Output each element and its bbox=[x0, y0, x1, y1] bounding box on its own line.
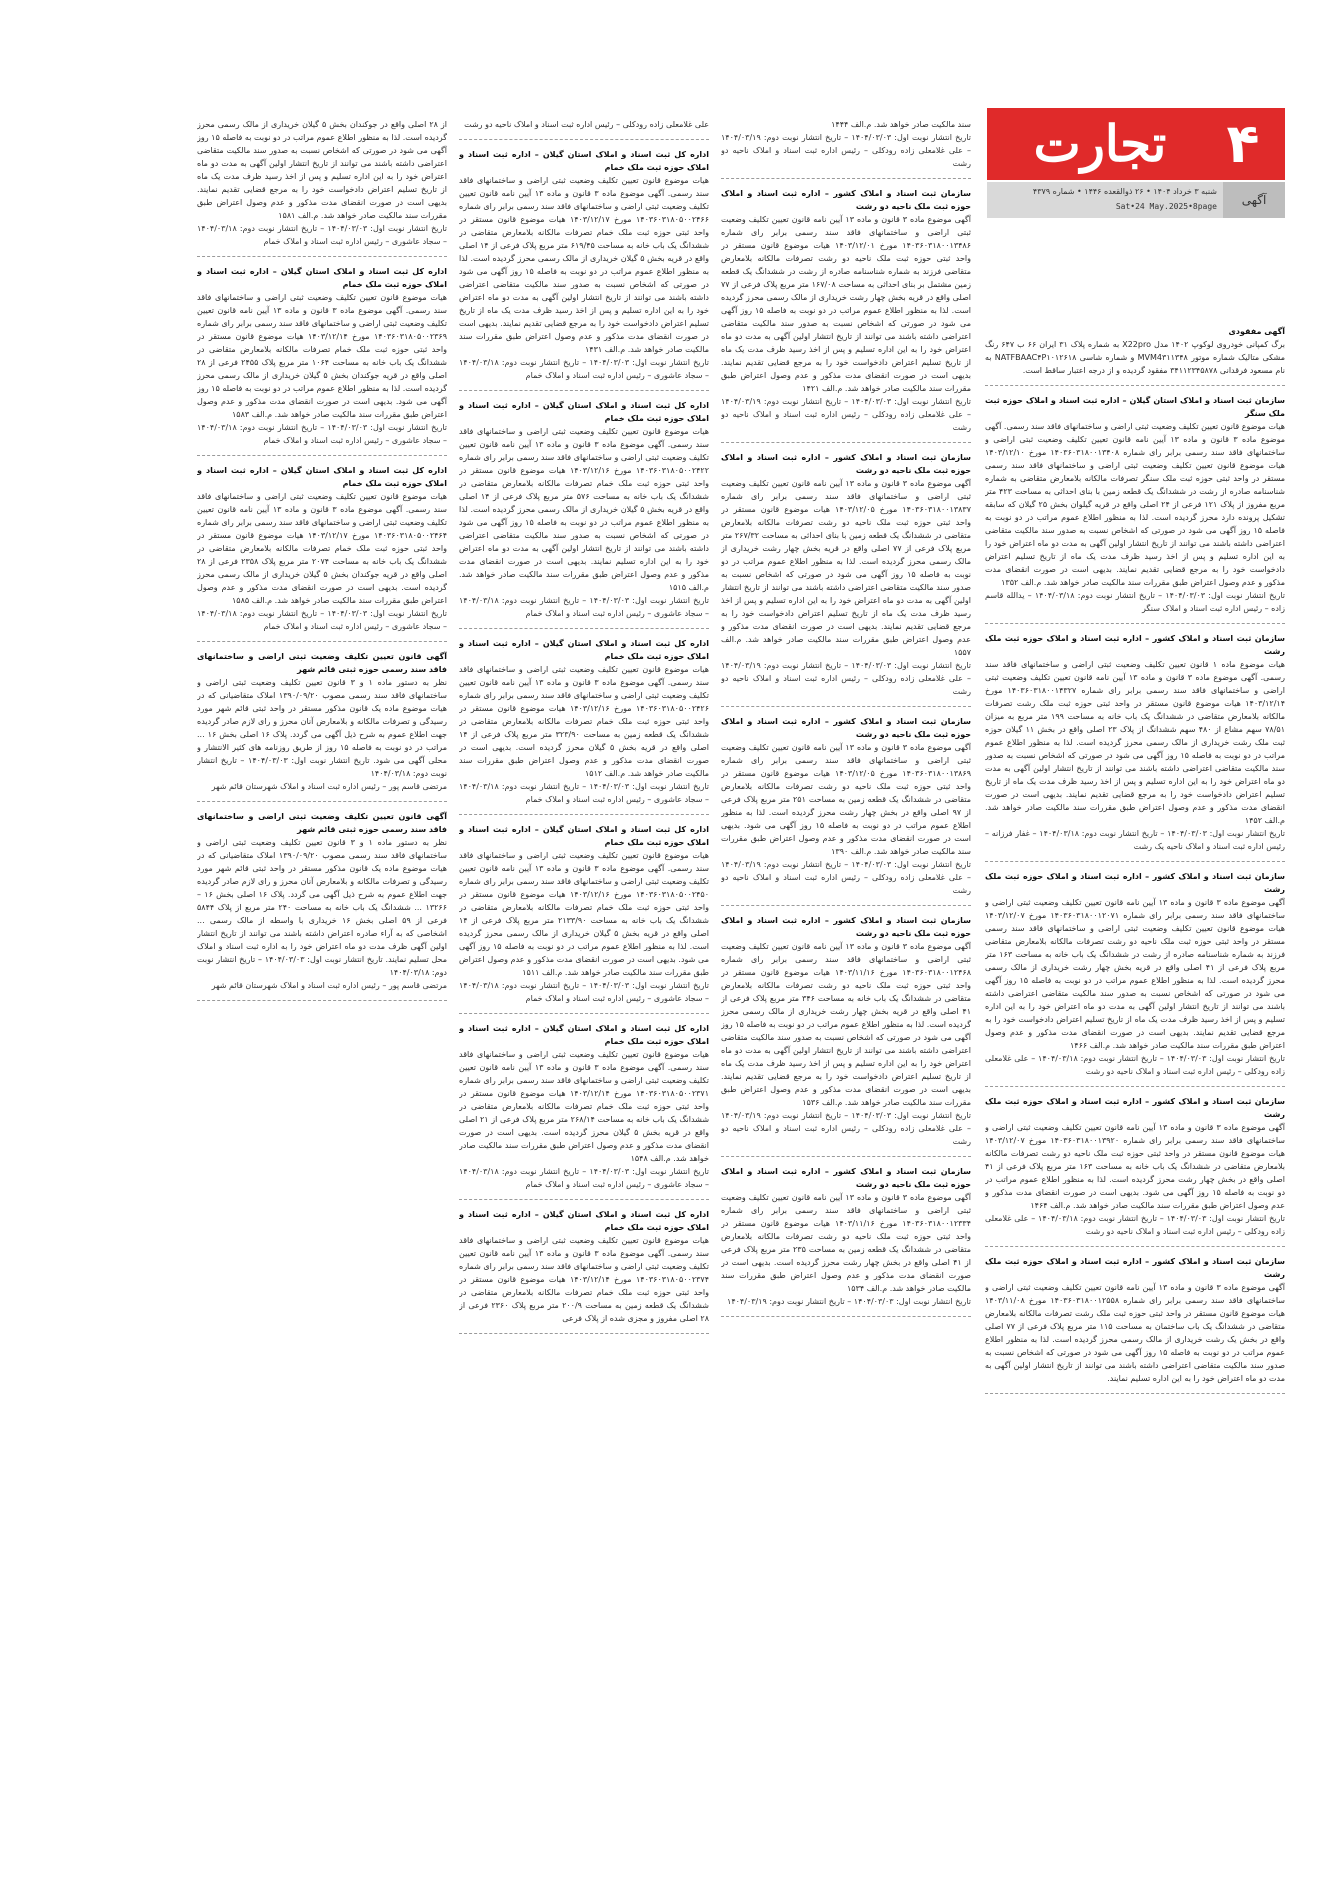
notice-signature: تاریخ انتشار نوبت اول: ۱۴۰۴/۰۳/۰۳ – تاریخ انتشار نوبت دوم: ۱۴۰۴/۰۳/۱۸ – سجاد عاشوری – رئیس اداره ثبت اسناد و املاک خمام bbox=[197, 423, 447, 445]
notice-body: آگهی موضوع ماده ۳ قانون و ماده ۱۳ آیین نامه قانون تعیین تکلیف وضعیت ثبتی اراضی و ساختمانهای فاقد سند رسمی برابر رای شماره ۱۴۰۳۶۰۳۱۸۰۰۱۲۵۵۸ مورخ ۱۴۰۳/۱۱/۰۸ هیات موضوع قانون مستقر در واحد ثبتی حوزه ثبت ملک رشت تصرفات مالکانه بلامعارض متقاضی در ششدانگ یک باب ساختمان به مساحت ۱۱۵ متر مربع پلاک فرعی از ۷۷ اصلی واقع در بخش یک رشت خریداری از مالک رسمی محرز گردیده است. لذا به منظور اطلاع عموم مراتب در دو نوبت به فاصله ۱۵ روز آگهی می شود در صورتی که اشخاص نسبت به صدور سند مالکیت متقاضی اعتراضی داشته باشند می توانند از تاریخ انتشار اولین آگهی به مدت دو ماه اعتراض خود را به این اداره تسلیم نمایند. bbox=[985, 1283, 1285, 1383]
notice-heading: اداره کل ثبت اسناد و املاک استان گیلان – اداره ثبت اسناد و املاک حوزه ثبت ملک خمام bbox=[459, 825, 709, 847]
legal-notice bbox=[985, 870, 1285, 1087]
notice-body: هیات موضوع قانون تعیین تکلیف وضعیت ثبتی اراضی و ساختمانهای فاقد سند رسمی. آگهی موضوع ماده ۳ قانون و ماده ۱۳ آیین نامه قانون تعیین تکلیف وضعیت ثبتی اراضی و ساختمانهای فاقد سند رسمی برابر رای شماره ۱۴۰۳۶۰۳۱۸۰۵۰۰۲۴۵۰ مورخ ۱۴۰۳/۱۲/۱۶ هیات موضوع قانون مستقر در واحد ثبتی حوزه ثبت ملک خمام تصرفات مالکانه بلامعارض متقاضی در ششدانگ یک باب خانه به مساحت ۲۱۳۳/۹۰ متر مربع پلاک فرعی از ۱۴ اصلی واقع در قریه بخش ۵ گیلان خریداری از مالک رسمی محرز گردیده است. لذا به منظور اطلاع عموم مراتب در دو نوبت به فاصله ۱۵ روز آگهی می شود. بدیهی است در صورت انقضای مدت مذکور و عدم وصول اعتراض طبق مقررات سند مالکیت صادر خواهد شد. م.الف ۱۵۱۱ bbox=[459, 851, 709, 977]
notice-signature: تاریخ انتشار نوبت اول: ۱۴۰۴/۰۳/۰۳ – تاریخ انتشار نوبت دوم: ۱۴۰۴/۰۳/۱۸ – سجاد عاشوری – رئیس اداره ثبت اسناد و املاک خمام bbox=[459, 981, 709, 1003]
legal-notice bbox=[985, 394, 1285, 624]
notice-body: آگهی موضوع ماده ۳ قانون و ماده ۱۳ آیین نامه قانون تعیین تکلیف وضعیت ثبتی اراضی و ساختمانهای فاقد سند رسمی برابر رای شماره ۱۴۰۳۶۰۳۱۸۰۰۱۲۳۳۴ مورخ ۱۴۰۳/۱۱/۱۶ هیات موضوع قانون مستقر در واحد ثبتی حوزه ثبت ملک ناحیه دو رشت تصرفات مالکانه بلامعارض متقاضی در ششدانگ یک قطعه زمین به مساحت ۲۳۵ متر مربع پلاک فرعی از ۴۱ اصلی واقع در بخش چهار رشت محرز گردیده است. بدیهی است در صورت انقضای مدت مذکور و عدم وصول اعتراض طبق مقررات سند مالکیت صادر خواهد شد. م.الف ۱۵۳۴ bbox=[721, 1193, 971, 1293]
legal-notice bbox=[721, 715, 971, 906]
notice-heading: آگهی قانون تعیین تکلیف وضعیت ثبتی اراضی و ساختمانهای فاقد سند رسمی حوزه ثبتی قائم شهر bbox=[197, 812, 447, 834]
section-label: آگهی bbox=[1223, 182, 1285, 218]
notice-signature: تاریخ انتشار نوبت اول: ۱۴۰۴/۰۳/۰۳ – تاریخ انتشار نوبت دوم: ۱۴۰۴/۰۳/۱۸ – علی غلامعلی زاده رودکلی – رئیس اداره ثبت اسناد و املاک ناحیه دو رشت bbox=[985, 1054, 1285, 1076]
notice-body: هیات موضوع قانون تعیین تکلیف وضعیت ثبتی اراضی و ساختمانهای فاقد سند رسمی. آگهی موضوع ماده ۳ قانون و ماده ۱۳ آیین نامه قانون تعیین تکلیف وضعیت ثبتی اراضی و ساختمانهای فاقد سند رسمی برابر رای شماره ۱۴۰۳۶۰۳۱۸۰۵۰۰۲۴۶۴ مورخ ۱۴۰۳/۱۲/۱۷ هیات موضوع قانون مستقر در واحد ثبتی حوزه ثبت ملک خمام تصرفات مالکانه بلامعارض متقاضی در ششدانگ یک باب خانه به مساحت ۲۰۷۴ متر مربع پلاک ۲۳۵۸ فرعی از ۲۸ اصلی واقع در قریه جوکندان بخش ۵ گیلان خریداری از مالک رسمی محرز گردیده است. بدیهی است در صورت انقضای مدت مذکور و عدم وصول اعتراض طبق مقررات سند مالکیت صادر خواهد شد. م.الف ۱۵۸۵ bbox=[197, 492, 447, 605]
legal-notice bbox=[197, 810, 447, 1001]
legal-notice bbox=[985, 1095, 1285, 1247]
notice-signature: تاریخ انتشار نوبت اول: ۱۴۰۴/۰۳/۰۳ – تاریخ انتشار نوبت دوم: ۱۴۰۴/۰۳/۱۹ – علی غلامعلی زاده رودکلی – رئیس اداره ثبت اسناد و املاک ناحیه دو رشت bbox=[721, 397, 971, 432]
legal-notice bbox=[459, 1022, 709, 1200]
notice-body: آگهی موضوع ماده ۳ قانون و ماده ۱۳ آیین نامه قانون تعیین تکلیف وضعیت ثبتی اراضی و ساختمانهای فاقد سند رسمی برابر رای شماره ۱۴۰۳۶۰۳۱۸۰۰۱۳۸۳۷ مورخ ۱۴۰۳/۱۲/۰۵ هیات موضوع قانون مستقر در واحد ثبتی حوزه ثبت ملک ناحیه دو رشت تصرفات مالکانه بلامعارض متقاضی در ششدانگ یک قطعه زمین با بنای احداثی به مساحت ۲۶۷/۳۲ متر مربع پلاک فرعی از ۷۷ اصلی واقع در قریه بخش چهار رشت خریداری از مالک رسمی محرز گردیده است. لذا به منظور اطلاع عموم مراتب در دو نوبت به فاصله ۱۵ روز آگهی می شود در صورتی که اشخاص نسبت به صدور سند مالکیت متقاضی اعتراضی داشته باشند می توانند از تاریخ انتشار اولین آگهی به مدت دو ماه اعتراض خود را به این اداره تسلیم و پس از اخذ رسید ظرف مدت یک ماه از تاریخ تسلیم اعتراض دادخواست خود را به مرجع قضایی تقدیم نمایند. بدیهی است در صورت انقضای مدت مذکور و عدم وصول اعتراض طبق مقررات سند مالکیت صادر خواهد شد. م.الف ۱۵۵۷ bbox=[721, 479, 971, 657]
notice-signature: مرتضی قاسم پور – رئیس اداره ثبت اسناد و املاک شهرستان قائم شهر bbox=[211, 782, 447, 791]
notice-signature: تاریخ انتشار نوبت اول: ۱۴۰۴/۰۳/۰۳ – تاریخ انتشار نوبت دوم: ۱۴۰۴/۰۳/۱۹ – علی غلامعلی زاده رودکلی – رئیس اداره ثبت اسناد و املاک ناحیه دو رشت bbox=[721, 1111, 971, 1146]
notice-body: سند مالکیت صادر خواهد شد. م.الف ۱۴۴۴ bbox=[831, 120, 971, 129]
notice-heading: اداره کل ثبت اسناد و املاک استان گیلان – اداره ثبت اسناد و املاک حوزه ثبت ملک خمام bbox=[459, 401, 709, 423]
notice-signature: تاریخ انتشار نوبت اول: ۱۴۰۴/۰۳/۰۳ – تاریخ انتشار نوبت دوم: ۱۴۰۴/۰۳/۱۸ – سجاد عاشوری – رئیس اداره ثبت اسناد و املاک خمام bbox=[459, 782, 709, 804]
legal-notice bbox=[985, 1255, 1285, 1394]
notice-heading: اداره کل ثبت اسناد و املاک استان گیلان – اداره ثبت اسناد و املاک حوزه ثبت ملک خمام bbox=[197, 466, 447, 488]
notice-signature: مرتضی قاسم پور – رئیس اداره ثبت اسناد و املاک شهرستان قائم شهر bbox=[211, 981, 447, 990]
issue-info-bar bbox=[987, 182, 1285, 218]
notice-heading: آگهی مفقودی bbox=[1228, 327, 1285, 336]
notice-heading: سازمان ثبت اسناد و املاک کشور – اداره ثبت اسناد و املاک حوزه ثبت ملک رشت bbox=[985, 1257, 1285, 1279]
notice-signature: تاریخ انتشار نوبت اول: ۱۴۰۴/۰۳/۰۳ – تاریخ انتشار نوبت دوم: ۱۴۰۴/۰۳/۱۹ – علی غلامعلی زاده رودکلی – رئیس اداره ثبت اسناد و املاک ناحیه دو رشت bbox=[721, 860, 971, 895]
notice-heading: سازمان ثبت اسناد و املاک کشور – اداره ثبت اسناد و املاک حوزه ثبت ملک ناحیه دو رشت bbox=[721, 916, 971, 938]
notice-body: نظر به دستور ماده ۱ و ۳ قانون تعیین تکلیف وضعیت ثبتی اراضی و ساختمانهای فاقد سند رسمی مصوب ۱۳۹۰/۰۹/۲۰ املاک متقاضیانی که در هیات موضوع ماده یک قانون مذکور مستقر در واحد ثبتی قائم شهر مورد رسیدگی و تصرفات مالکانه و بلامعارض آنان محرز و رای لازم صادر گردیده جهت اطلاع عموم به شرح ذیل آگهی می گردد. پلاک ۱۶ اصلی بخش ۱۶ – ۱۳۲۶۶ ... ششدانگ یک باب خانه به مساحت ۲۴۰ متر مربع از پلاک ۵۸۴۴ فرعی از ۵۹ اصلی بخش ۱۶ خریداری با واسطه از مالک رسمی ... اشخاصی که به آراء صادره اعتراض داشته باشند می توانند از تاریخ انتشار اولین آگهی ظرف مدت دو ماه اعتراض خود را به اداره ثبت اسناد و املاک محل تسلیم نمایند. تاریخ انتشار نوبت اول: ۱۴۰۴/۰۳/۰۳ – تاریخ انتشار نوبت دوم: ۱۴۰۴/۰۳/۱۸ bbox=[197, 838, 447, 977]
legal-notice bbox=[721, 1165, 971, 1317]
notice-heading: سازمان ثبت اسناد و املاک کشور – اداره ثبت اسناد و املاک حوزه ثبت ملک رشت bbox=[985, 1097, 1285, 1119]
legal-notice bbox=[721, 451, 971, 707]
legal-notice bbox=[721, 914, 971, 1157]
legal-notice bbox=[197, 265, 447, 456]
legal-notice bbox=[197, 464, 447, 642]
masthead bbox=[987, 108, 1285, 211]
notice-heading: سازمان ثبت اسناد و املاک استان گیلان – اداره ثبت اسناد و املاک حوزه ثبت ملک سنگر bbox=[985, 396, 1285, 418]
notice-body: هیات موضوع قانون تعیین تکلیف وضعیت ثبتی اراضی و ساختمانهای فاقد سند رسمی. آگهی موضوع ماده ۳ قانون و ماده ۱۳ آیین نامه قانون تعیین تکلیف وضعیت ثبتی اراضی و ساختمانهای فاقد سند رسمی برابر رای شماره ۱۴۰۳۶۰۳۱۸۰۵۰۰۲۴۲۶ مورخ ۱۴۰۳/۱۲/۱۶ هیات موضوع قانون مستقر در واحد ثبتی حوزه ثبت ملک خمام تصرفات مالکانه بلامعارض متقاضی در ششدانگ یک قطعه زمین به مساحت ۳۲۳/۹۰ متر مربع پلاک فرعی از ۱۴ اصلی واقع در قریه بخش ۵ گیلان محرز گردیده است. بدیهی است در صورت انقضای مدت مذکور و عدم وصول اعتراض طبق مقررات سند مالکیت صادر خواهد شد. م.الف ۱۵۱۲ bbox=[459, 665, 709, 778]
notice-signature: تاریخ انتشار نوبت اول: ۱۴۰۴/۰۳/۰۳ – تاریخ انتشار نوبت دوم: ۱۴۰۴/۰۳/۱۸ – سجاد عاشوری – رئیس اداره ثبت اسناد و املاک خمام bbox=[197, 609, 447, 631]
legal-notice bbox=[985, 325, 1285, 386]
notice-signature: تاریخ انتشار نوبت اول: ۱۴۰۴/۰۳/۰۳ – تاریخ انتشار نوبت دوم: ۱۴۰۴/۰۳/۱۸ – سجاد عاشوری – رئیس اداره ثبت اسناد و املاک خمام bbox=[459, 596, 709, 618]
notice-signature: تاریخ انتشار نوبت اول: ۱۴۰۴/۰۳/۰۳ – تاریخ انتشار نوبت دوم: ۱۴۰۴/۰۳/۱۸ – علی غلامعلی زاده رودکلی – رئیس اداره ثبت اسناد و املاک ناحیه دو رشت bbox=[985, 1214, 1285, 1236]
notice-signature: تاریخ انتشار نوبت اول: ۱۴۰۴/۰۳/۰۳ – تاریخ انتشار نوبت دوم: ۱۴۰۴/۰۳/۱۹ – علی غلامعلی زاده رودکلی – رئیس اداره ثبت اسناد و املاک ناحیه دو رشت bbox=[721, 661, 971, 696]
column-2 bbox=[721, 118, 971, 1860]
legal-notice bbox=[459, 399, 709, 629]
legal-notice bbox=[459, 637, 709, 815]
legal-notice bbox=[197, 118, 447, 257]
notice-body: آگهی موضوع ماده ۳ قانون و ماده ۱۳ آیین نامه قانون تعیین تکلیف وضعیت ثبتی اراضی و ساختمانهای فاقد سند رسمی برابر رای شماره ۱۴۰۳۶۰۳۱۸۰۰۱۲۴۶۸ مورخ ۱۴۰۳/۱۱/۱۶ هیات موضوع قانون مستقر در واحد ثبتی حوزه ثبت ملک ناحیه دو رشت تصرفات مالکانه بلامعارض متقاضی در ششدانگ یک باب خانه به مساحت ۳۴۶ متر مربع پلاک فرعی از ۴۱ اصلی واقع در قریه بخش چهار رشت خریداری از مالک رسمی محرز گردیده است. لذا به منظور اطلاع عموم مراتب در دو نوبت به فاصله ۱۵ روز آگهی می شود در صورتی که اشخاص نسبت به صدور سند مالکیت متقاضی اعتراضی داشته باشند می توانند از تاریخ انتشار اولین آگهی به مدت دو ماه اعتراض خود را به این اداره تسلیم و پس از اخذ رسید ظرف مدت یک ماه از تاریخ تسلیم اعتراض دادخواست خود را به مرجع قضایی تقدیم نمایند. بدیهی است در صورت انقضای مدت مذکور و عدم وصول اعتراض طبق مقررات سند مالکیت صادر خواهد شد. م.الف ۱۵۳۶ bbox=[721, 942, 971, 1107]
notice-heading: سازمان ثبت اسناد و املاک کشور – اداره ثبت اسناد و املاک حوزه ثبت ملک رشت bbox=[985, 634, 1285, 656]
column-3 bbox=[459, 118, 709, 1860]
notice-body: هیات موضوع ماده ۱ قانون تعیین تکلیف وضعیت ثبتی اراضی و ساختمانهای فاقد سند رسمی. آگهی موضوع ماده ۳ قانون و ماده ۱۳ آیین نامه قانون تعیین تکلیف وضعیت ثبتی اراضی و ساختمانهای فاقد سند رسمی برابر رای شماره ۱۴۰۳۶۰۳۱۸۰۰۱۴۳۲۷ مورخ ۱۴۰۳/۱۲/۱۴ هیات موضوع قانون مستقر در واحد ثبتی حوزه ثبت ملک رشت تصرفات مالکانه بلامعارض متقاضی در ششدانگ یک باب خانه به مساحت ۱۹۹ متر مربع به میزان ۷۸/۵۱ سهم مشاع از ۴۸۰ سهم ششدانگ از پلاک ۲۳ اصلی واقع در بخش ۱۱ گیلان حوزه ثبت ملک رشت خریداری از مالک رسمی محرز گردیده است. لذا به منظور اطلاع عموم مراتب در دو نوبت به فاصله ۱۵ روز آگهی می شود در صورتی که اشخاص نسبت به صدور سند مالکیت متقاضی اعتراضی داشته باشند می توانند از تاریخ انتشار اولین آگهی به مدت دو ماه اعتراض خود را به این اداره تسلیم و پس از اخذ رسید ظرف مدت یک ماه از تاریخ تسلیم اعتراض دادخواست خود را به مرجع قضایی تقدیم نمایند. بدیهی است در صورت انقضای مدت مذکور و عدم وصول اعتراض طبق مقررات سند مالکیت صادر خواهد شد. م.الف ۱۴۵۲ bbox=[985, 660, 1285, 825]
notice-body: آگهی موضوع ماده ۳ قانون و ماده ۱۳ آیین نامه قانون تعیین تکلیف وضعیت ثبتی اراضی و ساختمانهای فاقد سند رسمی برابر رای شماره ۱۴۰۳۶۰۳۱۸۰۰۱۳۴۸۶ مورخ ۱۴۰۳/۱۲/۰۱ هیات موضوع قانون مستقر در واحد ثبتی حوزه ثبت ملک ناحیه دو رشت تصرفات مالکانه بلامعارض متقاضی فرزند به شماره شناسنامه صادره از رشت در ششدانگ یک قطعه زمین مشتمل بر بنای احداثی به مساحت ۱۶۷/۰۸ متر مربع پلاک فرعی از ۷۷ اصلی واقع در قریه بخش چهار رشت خریداری از مالک رسمی محرز گردیده است. لذا به منظور اطلاع عموم مراتب در دو نوبت به فاصله ۱۵ روز آگهی می شود در صورتی که اشخاص نسبت به صدور سند مالکیت متقاضی اعتراضی داشته باشند می توانند از تاریخ انتشار اولین آگهی به مدت دو ماه اعتراض خود را به این اداره تسلیم و پس از اخذ رسید ظرف مدت یک ماه از تاریخ تسلیم اعتراض دادخواست خود را به مرجع قضایی تقدیم نمایند. بدیهی است در صورت انقضای مدت مذکور و عدم وصول اعتراض طبق مقررات سند مالکیت صادر خواهد شد. م.الف ۱۴۲۱ bbox=[721, 215, 971, 393]
issue-date-fa: شنبه ۳ خرداد ۱۴۰۴ • ۲۶ ذوالقعده ۱۴۴۶ • شماره ۴۳۷۹ bbox=[1032, 187, 1217, 196]
notice-body: هیات موضوع قانون تعیین تکلیف وضعیت ثبتی اراضی و ساختمانهای فاقد سند رسمی. آگهی موضوع ماده ۳ قانون و ماده ۱۳ آیین نامه قانون تعیین تکلیف وضعیت ثبتی اراضی و ساختمانهای فاقد سند رسمی برابر رای شماره ۱۴۰۳۶۰۳۱۸۰۰۱۳۴۰۸ مورخ ۱۴۰۳/۱۲/۱۰ هیات موضوع قانون تعیین تکلیف وضعیت ثبتی اراضی و ساختمانهای فاقد سند رسمی مستقر در واحد ثبتی حوزه ثبت ملک سنگر تصرفات مالکانه بلامعارض متقاضی به شماره شناسنامه صادره از رشت در ششدانگ یک قطعه زمین با بنای احداثی به مساحت ۴۲۳ متر مربع مفروز از پلاک ۱۲۱ فرعی از ۲۴ اصلی واقع در قریه گیلوان بخش ۲۵ گیلان که سابقه تشکیل پرونده دارد محرز گردیده است. لذا به منظور اطلاع عموم مراتب در دو نوبت به فاصله ۱۵ روز آگهی می شود در صورتی که اشخاص نسبت به صدور سند مالکیت متقاضی اعتراضی داشته باشند می توانند از تاریخ انتشار اولین آگهی به مدت دو ماه اعتراض خود را به این اداره تسلیم و پس از اخذ رسید ظرف مدت یک ماه از تاریخ تسلیم اعتراض دادخواست خود را به مرجع قضایی تقدیم نمایند. بدیهی است در صورت انقضای مدت مذکور و عدم وصول اعتراض طبق مقررات سند مالکیت صادر خواهد شد. م.الف ۱۳۵۲ bbox=[985, 422, 1285, 587]
notice-heading: اداره کل ثبت اسناد و املاک استان گیلان – اداره ثبت اسناد و املاک حوزه ثبت ملک خمام bbox=[197, 267, 447, 289]
legal-notice bbox=[459, 823, 709, 1014]
column-4 bbox=[197, 118, 447, 1860]
notice-heading: آگهی قانون تعیین تکلیف وضعیت ثبتی اراضی و ساختمانهای فاقد سند رسمی حوزه ثبتی قائم شهر bbox=[197, 652, 447, 674]
notice-body: آگهی موضوع ماده ۳ قانون و ماده ۱۳ آیین نامه قانون تعیین تکلیف وضعیت ثبتی اراضی و ساختمانهای فاقد سند رسمی برابر رای شماره ۱۴۰۳۶۰۳۱۸۰۰۱۳۹۲۰ مورخ ۱۴۰۳/۱۲/۰۷ هیات موضوع قانون مستقر در واحد ثبتی حوزه ثبت ملک ناحیه دو رشت تصرفات مالکانه بلامعارض متقاضی در ششدانگ یک باب خانه به مساحت ۱۶۳ متر مربع پلاک فرعی از ۴۱ اصلی واقع در بخش چهار رشت محرز گردیده است. لذا به منظور اطلاع عموم مراتب در دو نوبت به فاصله ۱۵ روز آگهی می شود. بدیهی است در صورت انقضای مدت مذکور و عدم وصول اعتراض طبق مقررات سند مالکیت صادر خواهد شد. م.الف ۱۴۶۴ bbox=[985, 1123, 1285, 1210]
notice-heading: سازمان ثبت اسناد و املاک کشور – اداره ثبت اسناد و املاک حوزه ثبت ملک ناحیه دو رشت bbox=[721, 189, 971, 211]
notice-body: هیات موضوع قانون تعیین تکلیف وضعیت ثبتی اراضی و ساختمانهای فاقد سند رسمی. آگهی موضوع ماده ۳ قانون و ماده ۱۳ آیین نامه قانون تعیین تکلیف وضعیت ثبتی اراضی و ساختمانهای فاقد سند رسمی برابر رای شماره ۱۴۰۳۶۰۳۱۸۰۵۰۰۲۴۶۶ مورخ ۱۴۰۳/۱۲/۱۷ هیات موضوع قانون مستقر در واحد ثبتی حوزه ثبت ملک خمام تصرفات مالکانه بلامعارض متقاضی در ششدانگ یک باب خانه به مساحت ۶۱۹/۴۵ متر مربع پلاک فرعی از ۱۴ اصلی واقع در قریه بخش ۵ گیلان خریداری از مالک رسمی محرز گردیده است. لذا به منظور اطلاع عموم مراتب در دو نوبت به فاصله ۱۵ روز آگهی می شود در صورتی که اشخاص نسبت به صدور سند مالکیت متقاضی اعتراضی داشته باشند می توانند از تاریخ انتشار اولین آگهی به مدت دو ماه اعتراض خود را به این اداره تسلیم و پس از اخذ رسید ظرف مدت یک ماه از تاریخ تسلیم اعتراض دادخواست خود را به مرجع قضایی تقدیم نمایند. بدیهی است در صورت انقضای مدت مذکور و عدم وصول اعتراض طبق مقررات سند مالکیت صادر خواهد شد. م.الف ۱۴۳۱ bbox=[459, 176, 709, 354]
legal-notice bbox=[459, 1208, 709, 1334]
notice-signature: تاریخ انتشار نوبت اول: ۱۴۰۴/۰۳/۰۳ – تاریخ انتشار نوبت دوم: ۱۴۰۴/۰۳/۱۸ – یدالله قاسم زاده – رئیس اداره ثبت اسناد و املاک سنگر bbox=[985, 591, 1285, 613]
notice-heading: سازمان ثبت اسناد و املاک کشور – اداره ثبت اسناد و املاک حوزه ثبت ملک ناحیه دو رشت bbox=[721, 717, 971, 739]
notice-heading: اداره کل ثبت اسناد و املاک استان گیلان – اداره ثبت اسناد و املاک حوزه ثبت ملک خمام bbox=[459, 1210, 709, 1232]
notice-body: آگهی موضوع ماده ۳ قانون و ماده ۱۳ آیین نامه قانون تعیین تکلیف وضعیت ثبتی اراضی و ساختمانهای فاقد سند رسمی برابر رای شماره ۱۴۰۳۶۰۳۱۸۰۰۱۲۰۷۱ مورخ ۱۴۰۳/۱۲/۰۷ هیات موضوع قانون تعیین تکلیف وضعیت ثبتی اراضی و ساختمانهای فاقد سند رسمی مستقر در واحد ثبتی حوزه ثبت ملک ناحیه دو رشت تصرفات مالکانه بلامعارض متقاضی فرزند به شماره شناسنامه صادره از رشت در ششدانگ یک باب خانه به مساحت ۱۶۳ متر مربع پلاک فرعی از ۴۱ اصلی واقع در قریه بخش چهار رشت خریداری از مالک رسمی محرز گردیده است. لذا به منظور اطلاع عموم مراتب در دو نوبت به فاصله ۱۵ روز آگهی می شود در صورتی که اشخاص نسبت به صدور سند مالکیت متقاضی اعتراضی داشته باشند می توانند از تاریخ انتشار اولین آگهی به مدت دو ماه اعتراض خود را به این اداره تسلیم و پس از اخذ رسید ظرف مدت یک ماه از تاریخ تسلیم اعتراض دادخواست خود را به مرجع قضایی تقدیم نمایند. بدیهی است در صورت انقضای مدت مذکور و عدم وصول اعتراض طبق مقررات سند مالکیت صادر خواهد شد. م.الف ۱۴۶۶ bbox=[985, 898, 1285, 1050]
notice-signature: تاریخ انتشار نوبت اول: ۱۴۰۴/۰۳/۰۳ – تاریخ انتشار نوبت دوم: ۱۴۰۴/۰۳/۱۹ bbox=[727, 1297, 971, 1306]
legal-notice bbox=[459, 118, 709, 140]
notice-signature: تاریخ انتشار نوبت اول: ۱۴۰۴/۰۳/۰۳ – تاریخ انتشار نوبت دوم: ۱۴۰۴/۰۳/۱۸ – سجاد عاشوری – رئیس اداره ثبت اسناد و املاک خمام bbox=[459, 358, 709, 380]
page-number: ۴ bbox=[1226, 112, 1260, 175]
notice-heading: سازمان ثبت اسناد و املاک کشور – اداره ثبت اسناد و املاک حوزه ثبت ملک رشت bbox=[985, 872, 1285, 894]
legal-notice bbox=[197, 650, 447, 802]
legal-notice bbox=[721, 118, 971, 179]
notice-signature: تاریخ انتشار نوبت اول: ۱۴۰۴/۰۳/۰۳ – تاریخ انتشار نوبت دوم: ۱۴۰۴/۰۳/۱۹ – علی غلامعلی زاده رودکلی – رئیس اداره ثبت اسناد و املاک ناحیه دو رشت bbox=[721, 133, 971, 168]
notice-signature: تاریخ انتشار نوبت اول: ۱۴۰۴/۰۳/۰۳ – تاریخ انتشار نوبت دوم: ۱۴۰۴/۰۳/۱۸ – سجاد عاشوری – رئیس اداره ثبت اسناد و املاک خمام bbox=[197, 224, 447, 246]
notice-signature: تاریخ انتشار نوبت اول: ۱۴۰۴/۰۳/۰۳ – تاریخ انتشار نوبت دوم: ۱۴۰۴/۰۳/۱۸ – غفار فرزانه – رئیس اداره ثبت اسناد و املاک ناحیه یک رشت bbox=[985, 829, 1285, 851]
notice-heading: اداره کل ثبت اسناد و املاک استان گیلان – اداره ثبت اسناد و املاک حوزه ثبت ملک خمام bbox=[459, 1024, 709, 1046]
notice-body: نظر به دستور ماده ۱ و ۳ قانون تعیین تکلیف وضعیت ثبتی اراضی و ساختمانهای فاقد سند رسمی مصوب ۱۳۹۰/۰۹/۲۰ املاک متقاضیانی که در هیات موضوع ماده یک قانون مذکور مستقر در واحد ثبتی قائم شهر مورد رسیدگی و تصرفات مالکانه و بلامعارض آنان محرز و رای لازم صادر گردیده جهت اطلاع عموم به شرح ذیل آگهی می گردد. پلاک ۱۶ اصلی بخش ۱۶ ... مراتب در دو نوبت به فاصله ۱۵ روز از طریق روزنامه های کثیر الانتشار و محلی آگهی می شود. تاریخ انتشار نوبت اول: ۱۴۰۴/۰۳/۰۳ – تاریخ انتشار نوبت دوم: ۱۴۰۴/۰۳/۱۸ bbox=[197, 678, 447, 778]
legal-notice bbox=[459, 148, 709, 391]
notice-heading: سازمان ثبت اسناد و املاک کشور – اداره ثبت اسناد و املاک حوزه ثبت ملک ناحیه دو رشت bbox=[721, 453, 971, 475]
notice-body: علی غلامعلی زاده رودکلی – رئیس اداره ثبت اسناد و املاک ناحیه دو رشت bbox=[464, 120, 709, 129]
newspaper-logo: تجارت bbox=[1033, 114, 1167, 173]
notice-body: از ۲۸ اصلی واقع در جوکندان بخش ۵ گیلان خریداری از مالک رسمی محرز گردیده است. لذا به منظور اطلاع عموم مراتب در دو نوبت به فاصله ۱۵ روز آگهی می شود در صورتی که اشخاص نسبت به صدور سند مالکیت متقاضی اعتراضی داشته باشند می توانند از تاریخ انتشار اولین آگهی به مدت دو ماه اعتراض خود را به این اداره تسلیم و پس از اخذ رسید ظرف مدت یک ماه از تاریخ تسلیم اعتراض دادخواست خود را به مرجع قضایی تقدیم نمایند. بدیهی است در صورت انقضای مدت مذکور و عدم وصول اعتراض طبق مقررات سند مالکیت صادر خواهد شد. م.الف ۱۵۸۱ bbox=[197, 120, 447, 220]
notice-heading: سازمان ثبت اسناد و املاک کشور – اداره ثبت اسناد و املاک حوزه ثبت ملک ناحیه دو رشت bbox=[721, 1167, 971, 1189]
notice-body: هیات موضوع قانون تعیین تکلیف وضعیت ثبتی اراضی و ساختمانهای فاقد سند رسمی. آگهی موضوع ماده ۳ قانون و ماده ۱۳ آیین نامه قانون تعیین تکلیف وضعیت ثبتی اراضی و ساختمانهای فاقد سند رسمی برابر رای شماره ۱۴۰۳۶۰۳۱۸۰۵۰۰۲۳۶۹ مورخ ۱۴۰۳/۱۲/۱۴ هیات موضوع قانون مستقر در واحد ثبتی حوزه ثبت ملک خمام تصرفات مالکانه بلامعارض متقاضی در ششدانگ یک باب خانه به مساحت ۱۰۶۴ متر مربع پلاک ۲۴۵۵ فرعی از ۲۸ اصلی واقع در قریه جوکندان بخش ۵ گیلان خریداری از مالک رسمی محرز گردیده است. لذا به منظور اطلاع عموم مراتب در دو نوبت به فاصله ۱۵ روز آگهی می شود. بدیهی است در صورت انقضای مدت مذکور و عدم وصول اعتراض طبق مقررات سند مالکیت صادر خواهد شد. م.الف ۱۵۸۳ bbox=[197, 293, 447, 419]
notice-body: برگ کمپانی خودروی لوکوپ ۱۴۰۲ مدل X22pro به شماره پلاک ۳۱ ایران ۶۶ ب ۶۴۷ رنگ مشکی متالیک شماره موتور MVM4۳۱۱۳۴۸ و شماره شاسی NATFBAAC۴P۱۰۱۲۶۱۸ به نام مسعود فرقدانی ۳۴۱۱۲۳۴۵۸۷۸ مفقود گردیده و از درجه اعتبار ساقط است. bbox=[985, 340, 1285, 375]
notice-heading: اداره کل ثبت اسناد و املاک استان گیلان – اداره ثبت اسناد و املاک حوزه ثبت ملک خمام bbox=[459, 639, 709, 661]
notice-body: هیات موضوع قانون تعیین تکلیف وضعیت ثبتی اراضی و ساختمانهای فاقد سند رسمی. آگهی موضوع ماده ۳ قانون و ماده ۱۳ آیین نامه قانون تعیین تکلیف وضعیت ثبتی اراضی و ساختمانهای فاقد سند رسمی برابر رای شماره ۱۴۰۳۶۰۳۱۸۰۵۰۰۲۳۷۴ مورخ ۱۴۰۳/۱۲/۱۴ هیات موضوع قانون مستقر در واحد ثبتی حوزه ثبت ملک خمام تصرفات مالکانه بلامعارض متقاضی در ششدانگ یک قطعه زمین به مساحت ۲۰۰/۹ متر مربع پلاک ۲۳۶۰ فرعی از ۲۸ اصلی مفروز و مجزی شده از پلاک فرعی bbox=[459, 1236, 709, 1323]
notice-heading: اداره کل ثبت اسناد و املاک استان گیلان – اداره ثبت اسناد و املاک حوزه ثبت ملک خمام bbox=[459, 150, 709, 172]
logo-banner bbox=[987, 108, 1285, 180]
legal-notice bbox=[721, 187, 971, 443]
notice-body: آگهی موضوع ماده ۳ قانون و ماده ۱۳ آیین نامه قانون تعیین تکلیف وضعیت ثبتی اراضی و ساختمانهای فاقد سند رسمی برابر رای شماره ۱۴۰۳۶۰۳۱۸۰۰۱۳۸۶۹ مورخ ۱۴۰۳/۱۲/۰۵ هیات موضوع قانون مستقر در واحد ثبتی حوزه ثبت ملک ناحیه دو رشت تصرفات مالکانه بلامعارض متقاضی در ششدانگ یک قطعه زمین به مساحت ۲۵۱ متر مربع پلاک فرعی از ۹۷ اصلی واقع در بخش چهار رشت محرز گردیده است. لذا به منظور اطلاع عموم مراتب در دو نوبت به فاصله ۱۵ روز آگهی می شود. بدیهی است در صورت انقضای مدت مذکور و عدم وصول اعتراض طبق مقررات سند مالکیت صادر خواهد شد. م.الف ۱۳۹۰ bbox=[721, 743, 971, 856]
notice-body: هیات موضوع قانون تعیین تکلیف وضعیت ثبتی اراضی و ساختمانهای فاقد سند رسمی. آگهی موضوع ماده ۳ قانون و ماده ۱۳ آیین نامه قانون تعیین تکلیف وضعیت ثبتی اراضی و ساختمانهای فاقد سند رسمی برابر رای شماره ۱۴۰۳۶۰۳۱۸۰۵۰۰۲۳۷۱ مورخ ۱۴۰۳/۱۲/۱۴ هیات موضوع قانون مستقر در واحد ثبتی حوزه ثبت ملک خمام تصرفات مالکانه بلامعارض متقاضی در ششدانگ یک باب خانه به مساحت ۲۶۸/۱۴ متر مربع پلاک فرعی از ۲۱ اصلی واقع در قریه بخش ۵ گیلان محرز گردیده است. بدیهی است در صورت انقضای مدت مذکور و عدم وصول اعتراض طبق مقررات سند مالکیت صادر خواهد شد. م.الف ۱۵۴۸ bbox=[459, 1050, 709, 1163]
notice-signature: تاریخ انتشار نوبت اول: ۱۴۰۴/۰۳/۰۳ – تاریخ انتشار نوبت دوم: ۱۴۰۴/۰۳/۱۸ – سجاد عاشوری – رئیس اداره ثبت اسناد و املاک خمام bbox=[459, 1167, 709, 1189]
legal-notice bbox=[985, 632, 1285, 862]
notice-body: هیات موضوع قانون تعیین تکلیف وضعیت ثبتی اراضی و ساختمانهای فاقد سند رسمی. آگهی موضوع ماده ۳ قانون و ماده ۱۳ آیین نامه قانون تعیین تکلیف وضعیت ثبتی اراضی و ساختمانهای فاقد سند رسمی برابر رای شماره ۱۴۰۳۶۰۳۱۸۰۵۰۰۲۴۲۲ مورخ ۱۴۰۳/۱۲/۱۶ هیات موضوع قانون مستقر در واحد ثبتی حوزه ثبت ملک خمام تصرفات مالکانه بلامعارض متقاضی در ششدانگ یک باب خانه به مساحت ۵۷۶ متر مربع پلاک فرعی از ۱۴ اصلی واقع در قریه بخش ۵ گیلان خریداری از مالک رسمی محرز گردیده است. لذا به منظور اطلاع عموم مراتب در دو نوبت به فاصله ۱۵ روز آگهی می شود در صورتی که اشخاص نسبت به صدور سند مالکیت متقاضی اعتراضی داشته باشند می توانند از تاریخ انتشار اولین آگهی به مدت دو ماه اعتراض خود را به این اداره تسلیم نمایند. بدیهی است در صورت انقضای مدت مذکور و عدم وصول اعتراض طبق مقررات سند مالکیت صادر خواهد شد. م.الف ۱۵۱۵ bbox=[459, 427, 709, 592]
column-1 bbox=[985, 325, 1285, 1860]
issue-date-en: Sat•24 May.2025•8page bbox=[1115, 202, 1217, 211]
